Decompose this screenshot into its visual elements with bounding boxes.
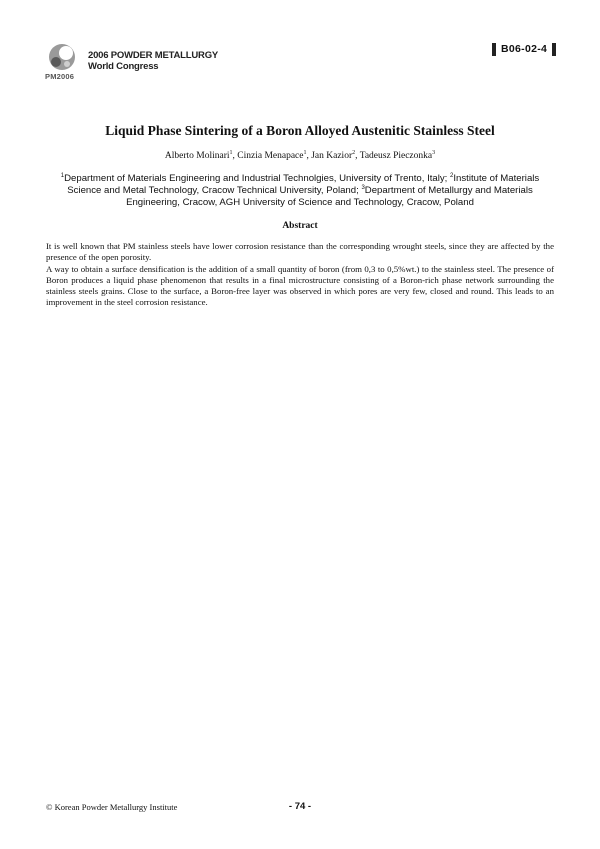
author-affiliation-mark: 2 <box>352 149 356 156</box>
author-affiliation-mark: 1 <box>229 149 233 156</box>
paper-title: Liquid Phase Sintering of a Boron Alloyed Austenitic Stainless Steel <box>105 123 495 138</box>
affiliation-text: Department of Metallurgy and Materials Engineering, Cracow, AGH University of Science and Technology, Cracow, Poland <box>126 184 533 208</box>
logo-label: PM2006 <box>45 72 75 81</box>
author-name: Tadeusz Pieczonka <box>359 151 433 161</box>
conference-name: 2006 POWDER METALLURGY <box>88 50 219 61</box>
paper-code-badge <box>492 42 556 56</box>
abstract-heading: Abstract <box>282 221 318 231</box>
affiliation-text: Institute of Materials Science and Metal Technology, Cracow Technical University, Poland; <box>67 173 540 196</box>
author-name: Cinzia Menapace <box>237 151 304 161</box>
author-affiliation-mark: 3 <box>432 149 436 156</box>
author-name: Jan Kazior <box>311 151 353 161</box>
footer-copyright: © Korean Powder Metallurgy Institute <box>46 802 178 812</box>
author-list: Alberto Molinari$^1$, Cinzia Menapace$^1$, Jan Kazior$^2$, Tadeusz Pieczonka$^3$ <box>164 149 436 161</box>
conference-subtitle: World Congress <box>88 61 159 72</box>
abstract-paragraph: A way to obtain a surface densification is the addition of a small quantity of boron (from 0,3 to 0,5%wt.) to the stainless steel. The presence of Boron produces a liquid phase phenomenon that results in a final microstructure consisting of a Boron-rich phase network surrounding the stainless steels grains. Close to the surface, a Boron-free layer was observed in which pores are very few, closed and round. This leads to an improvement in the steel corrosion resistance. <box>46 263 554 308</box>
paper-code: B06-02-4 <box>501 43 548 55</box>
affiliation-text: Department of Materials Engineering and Industrial Technolgies, University of Trento, Italy; <box>64 173 451 184</box>
affiliation-mark: 2 <box>450 172 454 179</box>
author-affiliation-mark: 1 <box>303 149 307 156</box>
abstract-body <box>46 241 554 309</box>
affiliations <box>46 173 554 208</box>
badge-bar-right <box>552 43 556 56</box>
page-number: - 74 - <box>288 801 312 812</box>
affiliation-mark: 3 <box>361 184 365 191</box>
author-name: Alberto Molinari <box>164 151 230 161</box>
affiliation-mark: 1 <box>60 172 65 179</box>
abstract-paragraph: It is well known that PM stainless steels have lower corrosion resistance than the corresponding wrought steels, since they are affected by the presence of the open porosity. <box>46 241 554 263</box>
